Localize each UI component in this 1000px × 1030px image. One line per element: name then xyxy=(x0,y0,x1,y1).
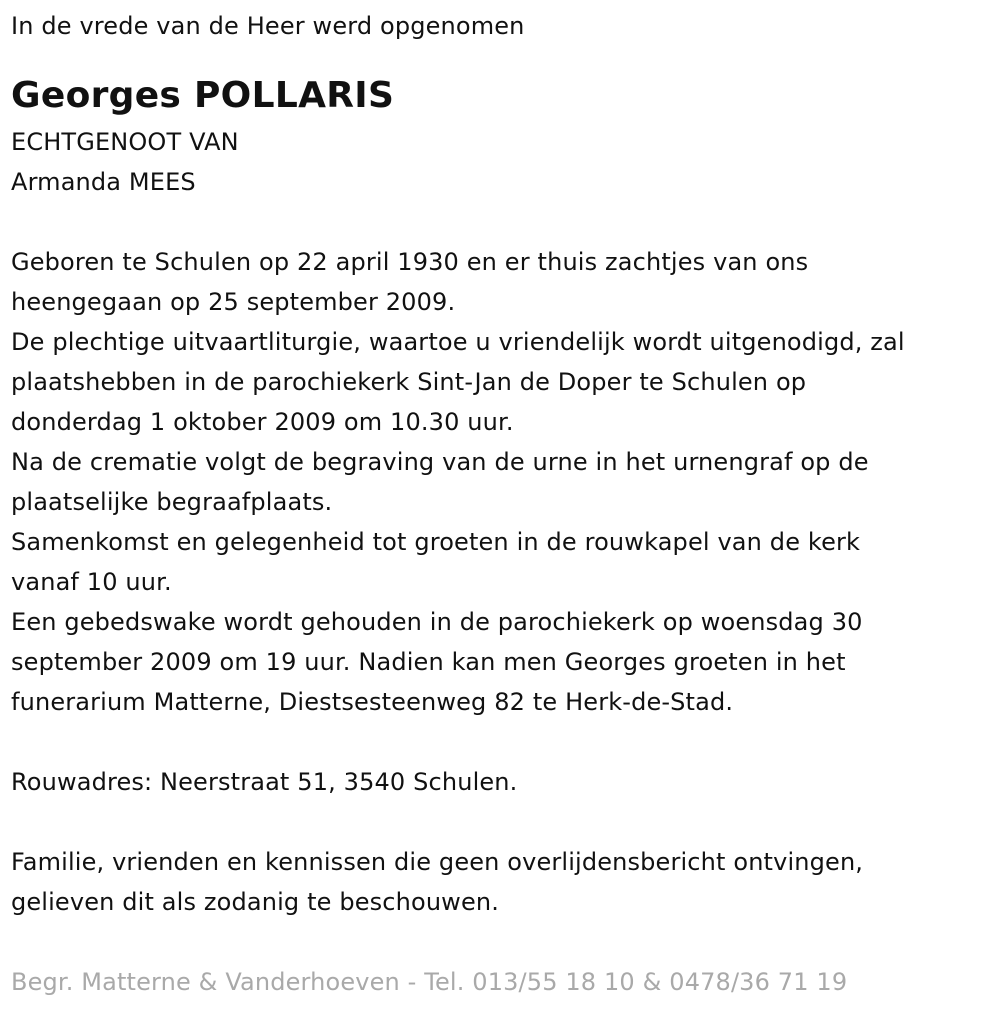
intro-text: In de vrede van de Heer werd opgenomen xyxy=(11,12,525,40)
relation-label: ECHTGENOOT VAN xyxy=(11,128,239,156)
body-line: Geboren te Schulen op 22 april 1930 en er thuis zachtjes van ons xyxy=(11,248,809,276)
body-line: donderdag 1 oktober 2009 om 10.30 uur. xyxy=(11,408,514,436)
body-line: plaatshebben in de parochiekerk Sint-Jan de Doper te Schulen op xyxy=(11,368,807,396)
spacer xyxy=(11,722,1000,762)
deceased-name: Georges POLLARIS xyxy=(11,75,395,116)
spacer xyxy=(11,922,1000,962)
body-line: Na de crematie volgt de begraving van de urne in het urnengraf op de xyxy=(11,448,869,476)
body-line: heengegaan op 25 september 2009. xyxy=(11,288,456,316)
notice-body xyxy=(11,242,1000,722)
body-line: vanaf 10 uur. xyxy=(11,568,172,596)
spouse-name: Armanda MEES xyxy=(11,168,196,196)
mourning-address: Rouwadres: Neerstraat 51, 3540 Schulen. xyxy=(11,768,518,796)
body-line: Een gebedswake wordt gehouden in de parochiekerk op woensdag 30 xyxy=(11,608,863,636)
body-line: september 2009 om 19 uur. Nadien kan men Georges groeten in het xyxy=(11,648,846,676)
body-line: funerarium Matterne, Diestsesteenweg 82 te Herk-de-Stad. xyxy=(11,688,734,716)
body-line: Samenkomst en gelegenheid tot groeten in de rouwkapel van de kerk xyxy=(11,528,861,556)
closing-line: Familie, vrienden en kennissen die geen overlijdensbericht ontvingen, xyxy=(11,848,864,876)
funeral-home-footer: Begr. Matterne & Vanderhoeven - Tel. 013/55 18 10 & 0478/36 71 19 xyxy=(11,968,848,996)
spacer xyxy=(11,202,1000,242)
spacer xyxy=(11,802,1000,842)
closing-line: gelieven dit als zodanig te beschouwen. xyxy=(11,888,500,916)
body-line: De plechtige uitvaartliturgie, waartoe u vriendelijk wordt uitgenodigd, zal xyxy=(11,328,905,356)
body-line: plaatselijke begraafplaats. xyxy=(11,488,333,516)
closing-text xyxy=(11,842,1000,922)
